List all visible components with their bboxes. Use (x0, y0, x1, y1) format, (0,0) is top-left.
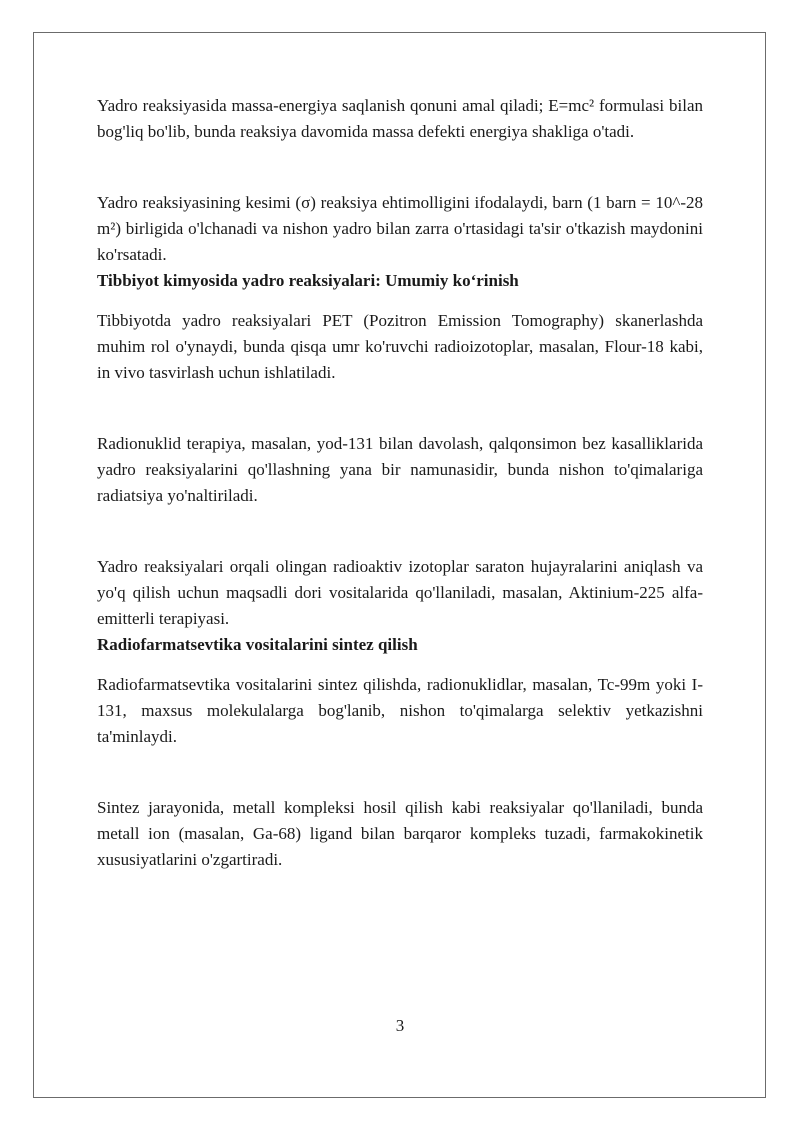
section-heading-medical-overview: Tibbiyot kimyosida yadro reaksiyalari: Umumiy koʻrinish (97, 271, 519, 290)
paragraph-pet: Tibbiyotda yadro reaksiyalari PET (Pozitron Emission Tomography) skanerlashda muhim rol o'ynaydi, bunda qisqa umr ko'ruvchi radioizotoplar, masalan, Flour-18 kabi, in vivo tasvirlash uchun ishlatiladi. (97, 311, 703, 382)
section-heading-synthesis: Radiofarmatsevtika vositalarini sintez qilish (97, 635, 418, 654)
paragraph-mass-energy: Yadro reaksiyasida massa-energiya saqlanish qonuni amal qiladi; E=mc² formulasi bilan bog'liq bo'lib, bunda reaksiya davomida massa defekti energiya shakliga o'tadi. (97, 96, 703, 141)
page-number: 3 (395, 1016, 405, 1035)
paragraph-cross-section: Yadro reaksiyasining kesimi (σ) reaksiya ehtimolligini ifodalaydi, barn (1 barn = 10^-28 m²) birligida o'lchanadi va nishon yadro bilan zarra o'rtasidagi ta'sir o'tkazish maydonini ko'rsatadi. (97, 193, 703, 264)
paragraph-synthesis: Radiofarmatsevtika vositalarini sintez qilishda, radionuklidlar, masalan, Tc-99m yoki I-131, maxsus molekulalarga bog'lanib, nishon to'qimalarga selektiv yetkazishni ta'minlaydi. (97, 675, 703, 746)
paragraph-targeted-therapy: Yadro reaksiyalari orqali olingan radioaktiv izotoplar saraton hujayralarini aniqlash va yo'q qilish uchun maqsadli dori vositalarida qo'llaniladi, masalan, Aktinium-225 alfa-emitterli terapiyasi. (97, 557, 703, 628)
paragraph-metal-complex: Sintez jarayonida, metall kompleksi hosil qilish kabi reaksiyalar qo'llaniladi, bunda metall ion (masalan, Ga-68) ligand bilan barqaror kompleks tuzadi, farmakokinetik xususiyatlarini o'zgartiradi. (97, 798, 703, 869)
document-body (97, 93, 703, 873)
paragraph-radionuclide-therapy: Radionuklid terapiya, masalan, yod-131 bilan davolash, qalqonsimon bez kasalliklarida yadro reaksiyalarini qo'llashning yana bir namunasidir, bunda nishon to'qimalariga radiatsiya yo'naltiriladi. (97, 434, 703, 505)
